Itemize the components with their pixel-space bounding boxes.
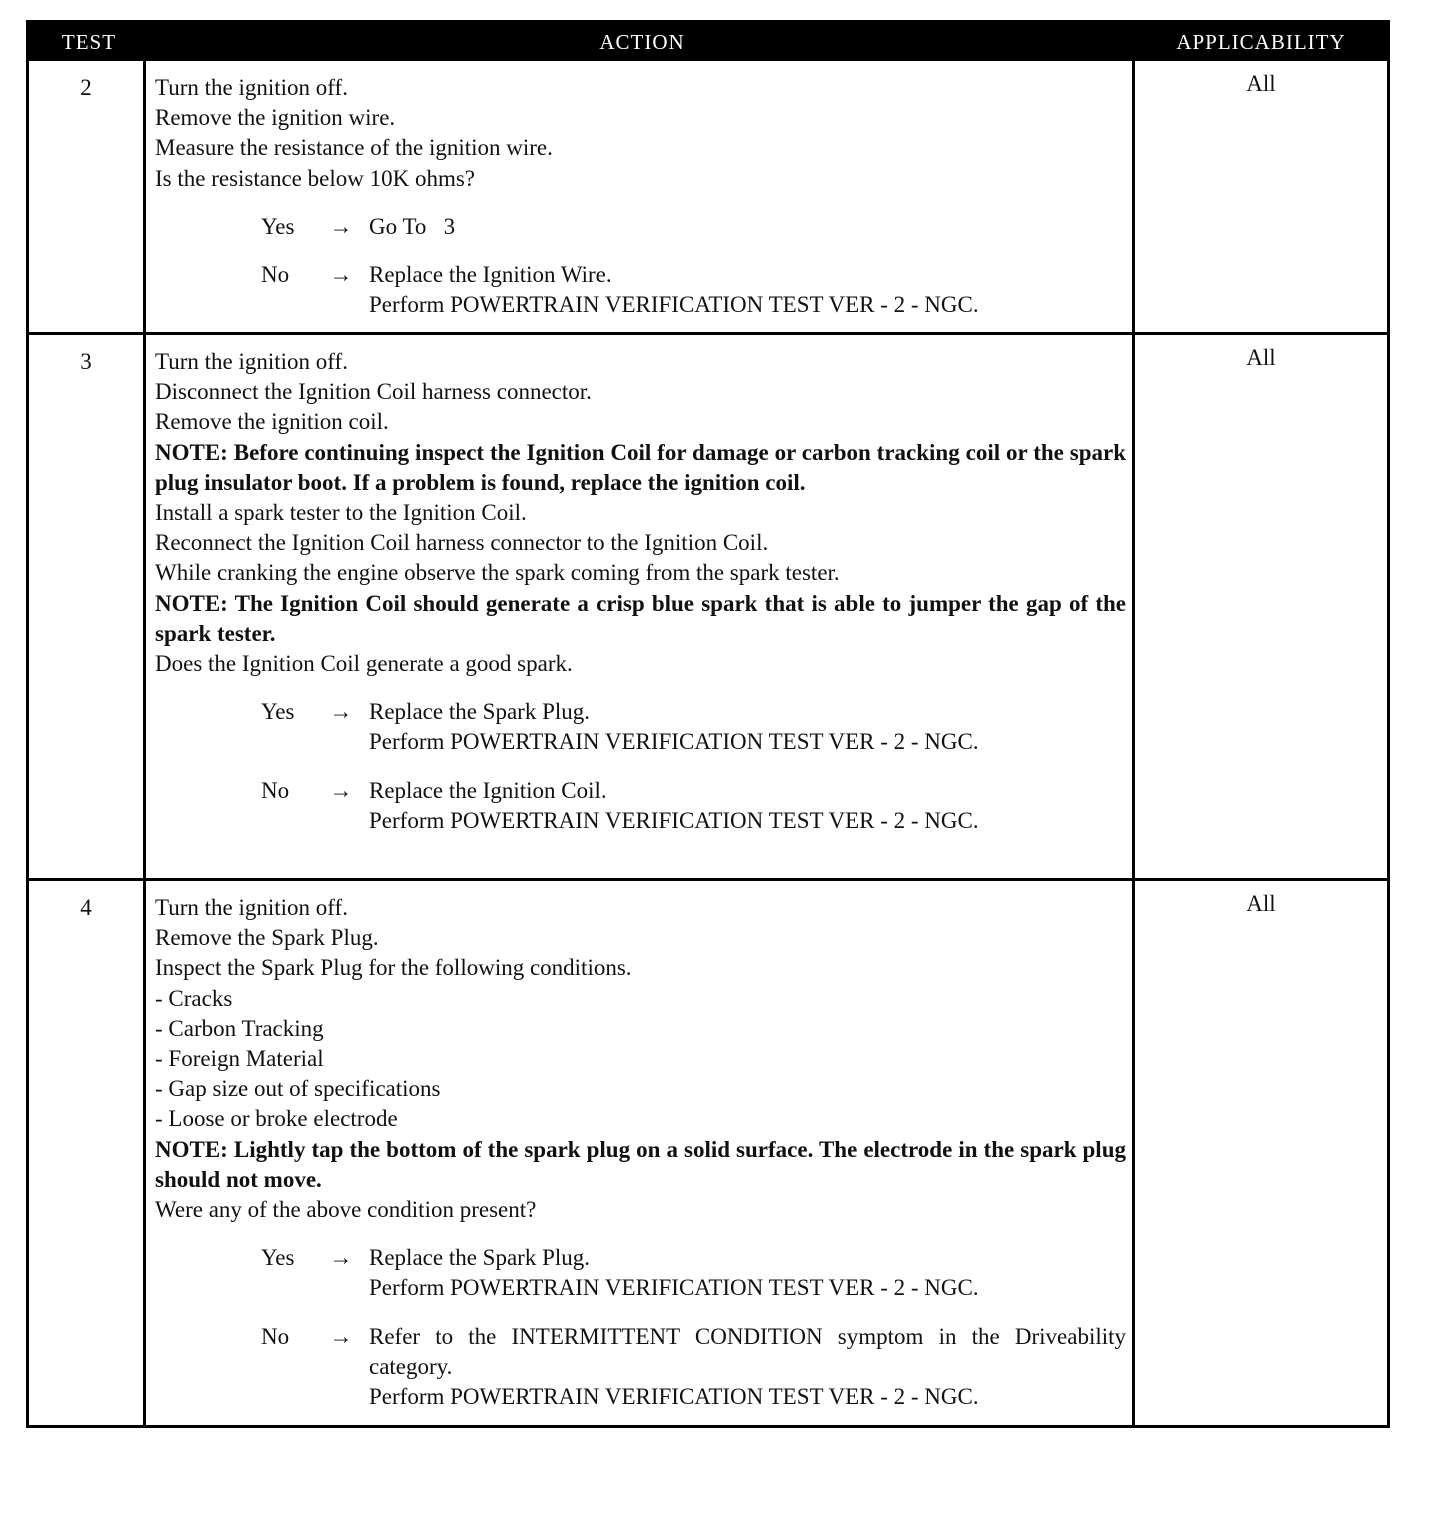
yes-result: Perform POWERTRAIN VERIFICATION TEST VER - 2 - NGC.: [369, 1275, 979, 1301]
no-result: Perform POWERTRAIN VERIFICATION TEST VER - 2 - NGC.: [369, 807, 979, 833]
question: Were any of the above condition present?: [155, 1197, 537, 1223]
action-cell: [146, 61, 1135, 332]
arrow-icon: →: [329, 1323, 353, 1349]
step: Disconnect the Ignition Coil harness connector.: [155, 379, 592, 405]
step: Remove the ignition wire.: [155, 105, 396, 131]
yes-result: Replace the Spark Plug.: [369, 1245, 591, 1271]
arrow-icon: →: [329, 777, 353, 803]
arrow-icon: →: [329, 213, 353, 239]
header-test: TEST: [61, 29, 117, 54]
step: Remove the Spark Plug.: [155, 925, 379, 951]
table-row-test-2: [29, 61, 1387, 332]
yes-label: Yes: [261, 699, 295, 725]
step: Turn the ignition off.: [155, 349, 348, 374]
note: NOTE: The Ignition Coil should generate a crisp blue spark that is able to jumper the gap of the spark tester.: [155, 590, 1126, 646]
no-result: Perform POWERTRAIN VERIFICATION TEST VER - 2 - NGC.: [369, 1384, 979, 1410]
yes-label: Yes: [261, 1245, 295, 1271]
table-header: [29, 23, 1387, 61]
condition-item: - Cracks: [155, 985, 233, 1011]
condition-item: - Carbon Tracking: [155, 1015, 324, 1041]
yes-label: Yes: [261, 213, 295, 239]
note: NOTE: Lightly tap the bottom of the spark plug on a solid surface. The electrode in the spark plug should not move.: [155, 1136, 1126, 1192]
step: Reconnect the Ignition Coil harness connector to the Ignition Coil.: [155, 530, 769, 556]
yes-branch: [155, 1243, 1126, 1303]
step: Turn the ignition off.: [155, 895, 348, 920]
applicability-cell: All: [1246, 71, 1276, 96]
action-cell: [146, 881, 1135, 1425]
arrow-icon: →: [329, 1245, 353, 1271]
no-branch: [155, 1322, 1126, 1413]
table-row-test-3: [29, 332, 1387, 878]
no-result: Perform POWERTRAIN VERIFICATION TEST VER - 2 - NGC.: [369, 292, 979, 318]
no-result: Replace the Ignition Coil.: [369, 777, 607, 803]
step: Inspect the Spark Plug for the following conditions.: [155, 955, 632, 981]
applicability-cell: All: [1246, 345, 1276, 370]
no-result: Refer to the INTERMITTENT CONDITION symptom in the Driveability category.: [369, 1323, 1126, 1379]
no-branch: [155, 776, 1126, 836]
table-row-test-4: [29, 878, 1387, 1425]
yes-branch: [155, 212, 1126, 242]
yes-result: Replace the Spark Plug.: [369, 699, 591, 725]
step: Turn the ignition off.: [155, 75, 348, 100]
yes-result: Perform POWERTRAIN VERIFICATION TEST VER - 2 - NGC.: [369, 729, 979, 755]
note: NOTE: Before continuing inspect the Ignition Coil for damage or carbon tracking coil or the spark plug insulator boot. If a problem is found, replace the ignition coil.: [155, 439, 1126, 495]
applicability-cell: All: [1246, 891, 1276, 916]
step: Is the resistance below 10K ohms?: [155, 165, 476, 191]
yes-branch: [155, 697, 1126, 757]
action-cell: [146, 335, 1135, 878]
step: Does the Ignition Coil generate a good spark.: [155, 651, 573, 677]
diagnostic-table: [26, 20, 1390, 1428]
test-number: 2: [29, 61, 146, 332]
no-label: No: [261, 1323, 290, 1349]
no-result: Replace the Ignition Wire.: [369, 262, 612, 288]
condition-item: - Foreign Material: [155, 1046, 324, 1072]
header-applicability: APPLICABILITY: [1176, 29, 1346, 54]
step: Install a spark tester to the Ignition Coil.: [155, 500, 527, 526]
step: Remove the ignition coil.: [155, 409, 389, 435]
no-label: No: [261, 777, 290, 803]
condition-item: - Loose or broke electrode: [155, 1106, 398, 1132]
step: While cranking the engine observe the spark coming from the spark tester.: [155, 560, 840, 586]
header-action: ACTION: [599, 29, 685, 54]
yes-result: Go To 3: [369, 213, 456, 239]
step: Measure the resistance of the ignition wire.: [155, 135, 553, 161]
no-branch: [155, 260, 1126, 320]
arrow-icon: →: [329, 262, 353, 288]
arrow-icon: →: [329, 699, 353, 725]
condition-item: - Gap size out of specifications: [155, 1076, 441, 1102]
no-label: No: [261, 262, 290, 288]
test-number: 4: [29, 881, 146, 1425]
test-number: 3: [29, 335, 146, 878]
